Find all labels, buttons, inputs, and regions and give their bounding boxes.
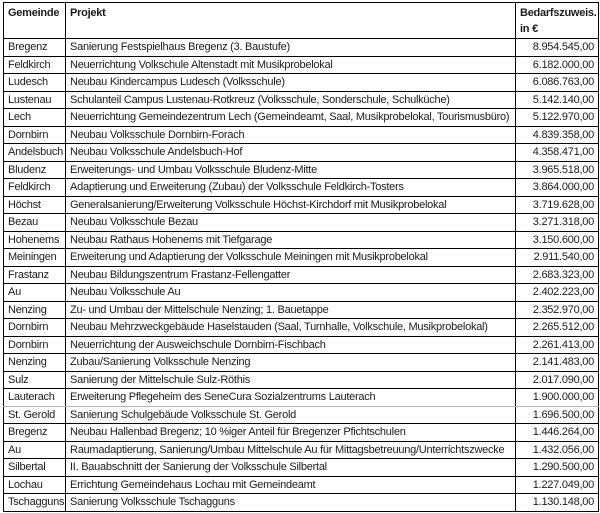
projekt-cell: Neubau Bildungszentrum Frastanz-Fellengatter xyxy=(66,266,516,284)
betrag-cell: 1.900.000,00 xyxy=(516,389,599,407)
projekt-cell: Neubau Volksschule Bezau xyxy=(66,214,516,232)
column-header-bedarfszuweisung-label-line2: in € xyxy=(520,23,538,35)
gemeinde-cell: Höchst xyxy=(4,196,66,214)
table-row xyxy=(4,249,599,267)
gemeinde-cell: Dornbirn xyxy=(4,319,66,337)
projekt-cell: Sanierung Schulgebäude Volksschule St. Gerold xyxy=(66,406,516,424)
table-row xyxy=(4,424,599,442)
betrag-cell: 2.261.413,00 xyxy=(516,336,599,354)
betrag-cell: 2.683.323,00 xyxy=(516,266,599,284)
betrag-cell: 6.086.763,00 xyxy=(516,74,599,92)
gemeinde-cell: Lochau xyxy=(4,476,66,494)
betrag-cell: 3.864.000,00 xyxy=(516,179,599,197)
table-row xyxy=(4,74,599,92)
betrag-cell: 5.122.970,00 xyxy=(516,109,599,127)
gemeinde-cell: Feldkirch xyxy=(4,179,66,197)
table-row xyxy=(4,371,599,389)
betrag-cell: 1.696.500,00 xyxy=(516,406,599,424)
betrag-cell: 2.402.223,00 xyxy=(516,284,599,302)
projekt-cell: Erweiterung Pflegeheim des SeneCura Sozialzentrums Lauterach xyxy=(66,389,516,407)
betrag-cell: 3.965.518,00 xyxy=(516,161,599,179)
betrag-cell: 3.150.600,00 xyxy=(516,231,599,249)
table-row xyxy=(4,406,599,424)
betrag-cell: 2.352.970,00 xyxy=(516,301,599,319)
projekt-cell: Neuerrichtung Volkschule Altenstadt mit Musikprobelokal xyxy=(66,56,516,74)
table-row xyxy=(4,389,599,407)
gemeinde-cell: Nenzing xyxy=(4,354,66,372)
gemeinde-cell: Au xyxy=(4,441,66,459)
column-header-bedarfszuweisung-label-line1: Bedarfszuweis. xyxy=(520,7,597,19)
projekt-cell: Neubau Mehrzweckgebäude Haselstauden (Saal, Turnhalle, Volkschule, Musikprobelokal) xyxy=(66,319,516,337)
projekt-cell: Erweiterung und Adaptierung der Volksschule Meiningen mit Musikprobelokal xyxy=(66,249,516,267)
gemeinde-cell: Au xyxy=(4,284,66,302)
gemeinde-cell: Bregenz xyxy=(4,39,66,57)
betrag-cell: 6.182.000,00 xyxy=(516,56,599,74)
table-row xyxy=(4,126,599,144)
betrag-cell: 3.719.628,00 xyxy=(516,196,599,214)
gemeinde-cell: Lustenau xyxy=(4,91,66,109)
projekt-cell: Sanierung der Mittelschule Sulz-Röthis xyxy=(66,371,516,389)
gemeinde-cell: Sulz xyxy=(4,371,66,389)
gemeinde-cell: Lech xyxy=(4,109,66,127)
betrag-cell: 2.141.483,00 xyxy=(516,354,599,372)
table-row xyxy=(4,109,599,127)
table-body xyxy=(4,39,599,512)
projekt-cell: Neubau Volksschule Dornbirn-Forach xyxy=(66,126,516,144)
table-row xyxy=(4,266,599,284)
betrag-cell: 1.432.056,00 xyxy=(516,441,599,459)
table-row xyxy=(4,39,599,57)
gemeinde-cell: Dornbirn xyxy=(4,336,66,354)
gemeinde-cell: Dornbirn xyxy=(4,126,66,144)
projekt-cell: Neuerrichtung der Ausweichschule Dornbirn-Fischbach xyxy=(66,336,516,354)
projekt-cell: Neubau Volksschule Andelsbuch-Hof xyxy=(66,144,516,162)
projekt-cell: Neubau Volksschule Au xyxy=(66,284,516,302)
projekt-cell: Neuerrichtung Gemeindezentrum Lech (Gemeindeamt, Saal, Musikprobelokal, Tourismusbüro) xyxy=(66,109,516,127)
projekt-cell: Adaptierung und Erweiterung (Zubau) der Volksschule Feldkirch-Tosters xyxy=(66,179,516,197)
column-header-projekt-label: Projekt xyxy=(70,7,106,19)
betrag-cell: 4.358.471,00 xyxy=(516,144,599,162)
bedarfszuweisungen-table xyxy=(3,2,599,512)
betrag-cell: 2.265.512,00 xyxy=(516,319,599,337)
betrag-cell: 2.017.090,00 xyxy=(516,371,599,389)
table-row xyxy=(4,494,599,512)
gemeinde-cell: Ludesch xyxy=(4,74,66,92)
table-row xyxy=(4,196,599,214)
gemeinde-cell: Silbertal xyxy=(4,459,66,477)
table-row xyxy=(4,231,599,249)
column-header-bedarfszuweisung xyxy=(516,3,599,39)
table-row xyxy=(4,476,599,494)
column-header-projekt xyxy=(66,3,516,39)
projekt-cell: Raumadaptierung, Sanierung/Umbau Mittelschule Au für Mittagsbetreuung/Unterrichtszwecke xyxy=(66,441,516,459)
table-row xyxy=(4,214,599,232)
gemeinde-cell: Feldkirch xyxy=(4,56,66,74)
projekt-cell: Neubau Hallenbad Bregenz; 10 %iger Anteil für Bregenzer Pfichtschulen xyxy=(66,424,516,442)
projekt-cell: II. Bauabschnitt der Sanierung der Volksschule Silbertal xyxy=(66,459,516,477)
table-row xyxy=(4,56,599,74)
betrag-cell: 1.227.049,00 xyxy=(516,476,599,494)
betrag-cell: 1.130.148,00 xyxy=(516,494,599,512)
column-header-gemeinde-label: Gemeinde xyxy=(8,7,60,19)
gemeinde-cell: Bludenz xyxy=(4,161,66,179)
table-row xyxy=(4,441,599,459)
table-row xyxy=(4,179,599,197)
gemeinde-cell: St. Gerold xyxy=(4,406,66,424)
projekt-cell: Neubau Kindercampus Ludesch (Volksschule) xyxy=(66,74,516,92)
table-row xyxy=(4,144,599,162)
projekt-cell: Generalsanierung/Erweiterung Volksschule Höchst-Kirchdorf mit Musikprobelokal xyxy=(66,196,516,214)
table-row xyxy=(4,336,599,354)
gemeinde-cell: Lauterach xyxy=(4,389,66,407)
projekt-cell: Zu- und Umbau der Mittelschule Nenzing; 1. Bauetappe xyxy=(66,301,516,319)
betrag-cell: 1.446.264,00 xyxy=(516,424,599,442)
table-row xyxy=(4,284,599,302)
table-row xyxy=(4,301,599,319)
gemeinde-cell: Andelsbuch xyxy=(4,144,66,162)
gemeinde-cell: Meiningen xyxy=(4,249,66,267)
table-row xyxy=(4,91,599,109)
table-row xyxy=(4,161,599,179)
gemeinde-cell: Frastanz xyxy=(4,266,66,284)
table-row xyxy=(4,354,599,372)
betrag-cell: 5.142.140,00 xyxy=(516,91,599,109)
gemeinde-cell: Tschagguns xyxy=(4,494,66,512)
projekt-cell: Erweiterungs- und Umbau Volksschule Bludenz-Mitte xyxy=(66,161,516,179)
column-header-gemeinde xyxy=(4,3,66,39)
projekt-cell: Sanierung Festspielhaus Bregenz (3. Baustufe) xyxy=(66,39,516,57)
betrag-cell: 3.271.318,00 xyxy=(516,214,599,232)
gemeinde-cell: Bregenz xyxy=(4,424,66,442)
betrag-cell: 4.839.358,00 xyxy=(516,126,599,144)
table-row xyxy=(4,319,599,337)
gemeinde-cell: Nenzing xyxy=(4,301,66,319)
table-header-row xyxy=(4,3,599,39)
projekt-cell: Schulanteil Campus Lustenau-Rotkreuz (Volksschule, Sonderschule, Schulküche) xyxy=(66,91,516,109)
gemeinde-cell: Bezau xyxy=(4,214,66,232)
table-header xyxy=(4,3,599,39)
gemeinde-cell: Hohenems xyxy=(4,231,66,249)
betrag-cell: 1.290.500,00 xyxy=(516,459,599,477)
table-row xyxy=(4,459,599,477)
projekt-cell: Sanierung Volksschule Tschagguns xyxy=(66,494,516,512)
betrag-cell: 8.954.545,00 xyxy=(516,39,599,57)
betrag-cell: 2.911.540,00 xyxy=(516,249,599,267)
projekt-cell: Errichtung Gemeindehaus Lochau mit Gemeindeamt xyxy=(66,476,516,494)
projekt-cell: Zubau/Sanierung Volksschule Nenzing xyxy=(66,354,516,372)
projekt-cell: Neubau Rathaus Hohenems mit Tiefgarage xyxy=(66,231,516,249)
